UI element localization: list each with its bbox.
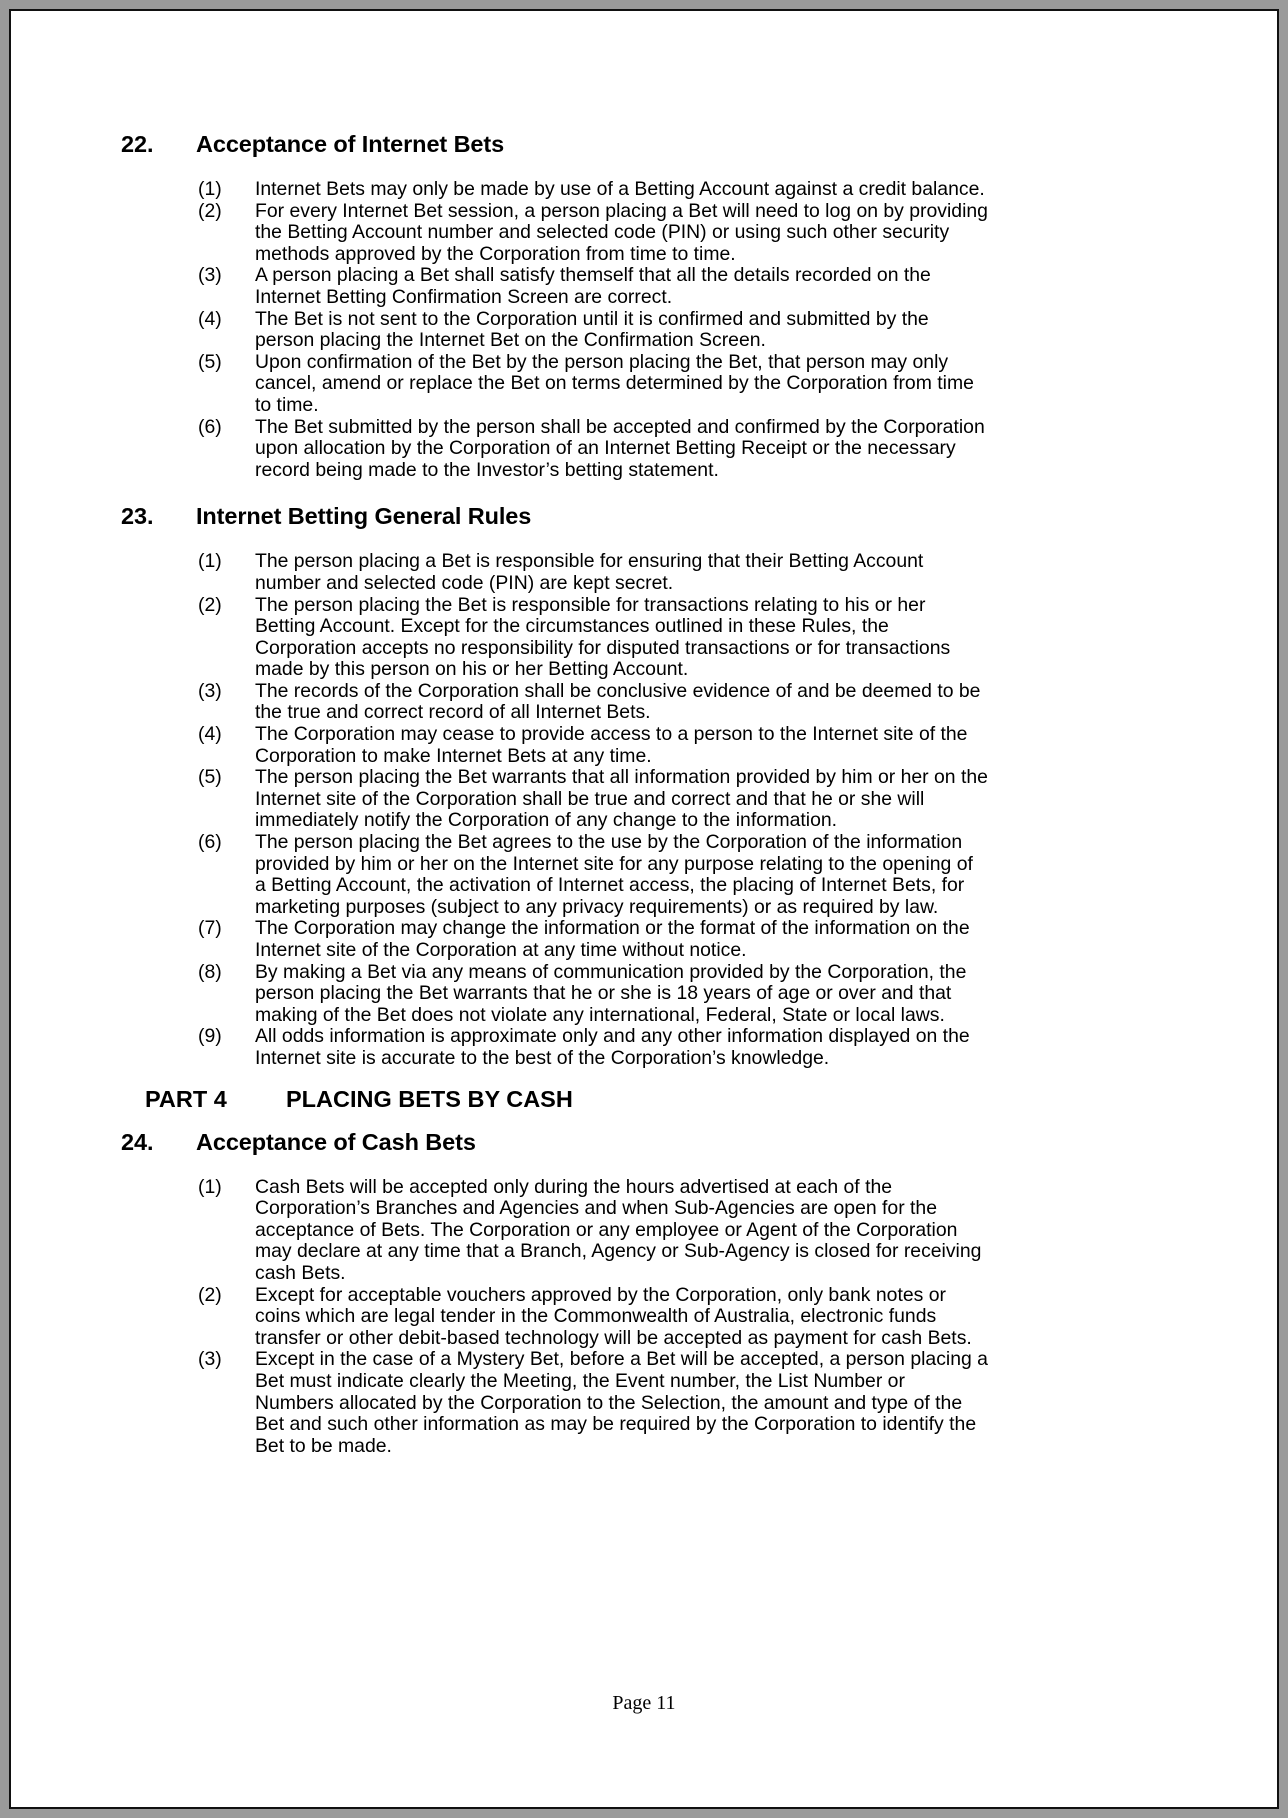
- spacer: [121, 481, 1167, 503]
- clause-text: Upon confirmation of the Bet by the person placing the Bet, that person may only cancel, amend or replace the Bet on terms determined by the Corporation from time to time.: [255, 350, 974, 416]
- clause-item: [121, 918, 1167, 961]
- clause-item: [121, 1177, 1167, 1285]
- clause-number: (1): [198, 178, 222, 200]
- clause-number: (8): [198, 960, 222, 983]
- spacer: [121, 1070, 1167, 1086]
- clause-item: [121, 1026, 1167, 1069]
- clause-number: (9): [198, 1025, 222, 1048]
- clause-item: [121, 265, 1167, 308]
- clause-number: (3): [198, 264, 222, 287]
- clause-number: (5): [198, 766, 222, 789]
- clause-text: The person placing the Bet agrees to the use by the Corporation of the information provided by him or her on the Internet site for any purpose relating to the opening of a Betting Account, the activation of Internet access, the placing of Internet Bets, for marketing purposes (subject to any privacy requirements) or as required by law.: [255, 831, 973, 918]
- clause-list-22: [121, 179, 1167, 481]
- clause-item: [121, 962, 1167, 1027]
- clause-number: (2): [198, 1283, 222, 1306]
- clause-number: (4): [198, 307, 222, 330]
- spacer: [121, 158, 1167, 179]
- page-content: [11, 11, 1277, 1807]
- section-heading-22: [121, 131, 1167, 158]
- clause-item: [121, 832, 1167, 918]
- clause-item: [121, 352, 1167, 417]
- clause-text: Cash Bets will be accepted only during the hours advertised at each of the Corporation’s Branches and Agencies and when Sub-Agencies are open for the acceptance of Bets. The Corporation or any employee or Agent of the Corporation may declare at any time that a Branch, Agency or Sub-Agency is closed for receiving cash Bets.: [255, 1175, 982, 1284]
- section-number: 24.: [121, 1128, 154, 1155]
- clause-number: (6): [198, 415, 222, 438]
- clause-number: (7): [198, 917, 222, 940]
- section-heading-24: [121, 1129, 1167, 1156]
- clause-number: (1): [198, 550, 222, 573]
- clause-item: [121, 201, 1167, 266]
- clause-text: The Corporation may change the information or the format of the information on the Internet site of the Corporation at any time without notice.: [255, 917, 970, 961]
- clause-item: [121, 767, 1167, 832]
- clause-number: (4): [198, 723, 222, 746]
- clause-text: By making a Bet via any means of communication provided by the Corporation, the person placing the Bet warrants that he or she is 18 years of age or over and that making of the Bet does not violate any international, Federal, State or local laws.: [255, 960, 967, 1026]
- clause-text: Internet Bets may only be made by use of a Betting Account against a credit balance.: [255, 178, 985, 200]
- section-number: 23.: [121, 503, 154, 530]
- clause-number: (2): [198, 593, 222, 616]
- clause-text: Except in the case of a Mystery Bet, before a Bet will be accepted, a person placing a Bet must indicate clearly the Meeting, the Event number, the List Number or Numbers allocated by the Corporation to the Selection, the amount and type of the Bet and such other information as may be required by the Corporation to identify the Bet to be made.: [255, 1348, 988, 1457]
- clause-text: Except for acceptable vouchers approved by the Corporation, only bank notes or coins which are legal tender in the Commonwealth of Australia, electronic funds transfer or other debit-based technology will be accepted as payment for cash Bets.: [255, 1283, 972, 1349]
- clause-text: For every Internet Bet session, a person placing a Bet will need to log on by providing the Betting Account number and selected code (PIN) or using such other security methods approved by the Corporation from time to time.: [255, 199, 988, 265]
- clause-text: A person placing a Bet shall satisfy themself that all the details recorded on the Internet Betting Confirmation Screen are correct.: [255, 264, 931, 308]
- spacer: [121, 1156, 1167, 1177]
- section-title: Acceptance of Cash Bets: [196, 1128, 476, 1155]
- clause-item: [121, 595, 1167, 681]
- spacer: [121, 530, 1167, 551]
- clause-number: (1): [198, 1175, 222, 1198]
- clause-text: All odds information is approximate only and any other information displayed on the Internet site is accurate to the best of the Corporation’s knowledge.: [255, 1025, 970, 1069]
- clause-number: (3): [198, 679, 222, 702]
- spacer: [121, 1113, 1167, 1129]
- clause-text: The person placing the Bet is responsible for transactions relating to his or her Betting Account. Except for the circumstances outlined in these Rules, the Corporation accepts no responsibility for disputed transactions or for transactions made by this person on his or her Betting Account.: [255, 593, 951, 681]
- clause-text: The person placing the Bet warrants that all information provided by him or her on the Internet site of the Corporation shall be true and correct and that he or she will immediately notify the Corporation of any change to the information.: [255, 766, 988, 832]
- section-title: Internet Betting General Rules: [196, 503, 532, 530]
- clause-list-24: [121, 1177, 1167, 1458]
- clause-item: [121, 551, 1167, 594]
- clause-number: (6): [198, 831, 222, 854]
- clause-item: [121, 724, 1167, 767]
- part-title: PLACING BETS BY CASH: [286, 1085, 573, 1112]
- section-title: Acceptance of Internet Bets: [196, 131, 505, 157]
- clause-text: The Bet is not sent to the Corporation until it is confirmed and submitted by the person placing the Internet Bet on the Confirmation Screen.: [255, 307, 929, 352]
- part-heading: [121, 1086, 1167, 1113]
- clause-number: (5): [198, 350, 222, 373]
- clause-item: [121, 309, 1167, 352]
- part-label: PART 4: [145, 1085, 227, 1112]
- clause-item: [121, 179, 1167, 201]
- section-number: 22.: [121, 131, 154, 157]
- clause-list-23: [121, 551, 1167, 1069]
- clause-item: [121, 417, 1167, 482]
- clause-item: [121, 1285, 1167, 1350]
- clause-item: [121, 681, 1167, 724]
- clause-text: The person placing a Bet is responsible for ensuring that their Betting Account number and selected code (PIN) are kept secret.: [255, 550, 924, 594]
- clause-number: (3): [198, 1348, 222, 1371]
- clause-text: The records of the Corporation shall be conclusive evidence of and be deemed to be the true and correct record of all Internet Bets.: [255, 679, 981, 724]
- clause-item: [121, 1349, 1167, 1457]
- clause-text: The Bet submitted by the person shall be accepted and confirmed by the Corporation upon allocation by the Corporation of an Internet Betting Receipt or the necessary record being made to the Investor’s betting statement.: [255, 415, 985, 481]
- document-page: [9, 9, 1279, 1809]
- clause-text: The Corporation may cease to provide access to a person to the Internet site of the Corporation to make Internet Bets at any time.: [255, 723, 968, 767]
- page-footer: Page 11: [612, 1692, 676, 1714]
- section-heading-23: [121, 503, 1167, 530]
- clause-number: (2): [198, 199, 222, 222]
